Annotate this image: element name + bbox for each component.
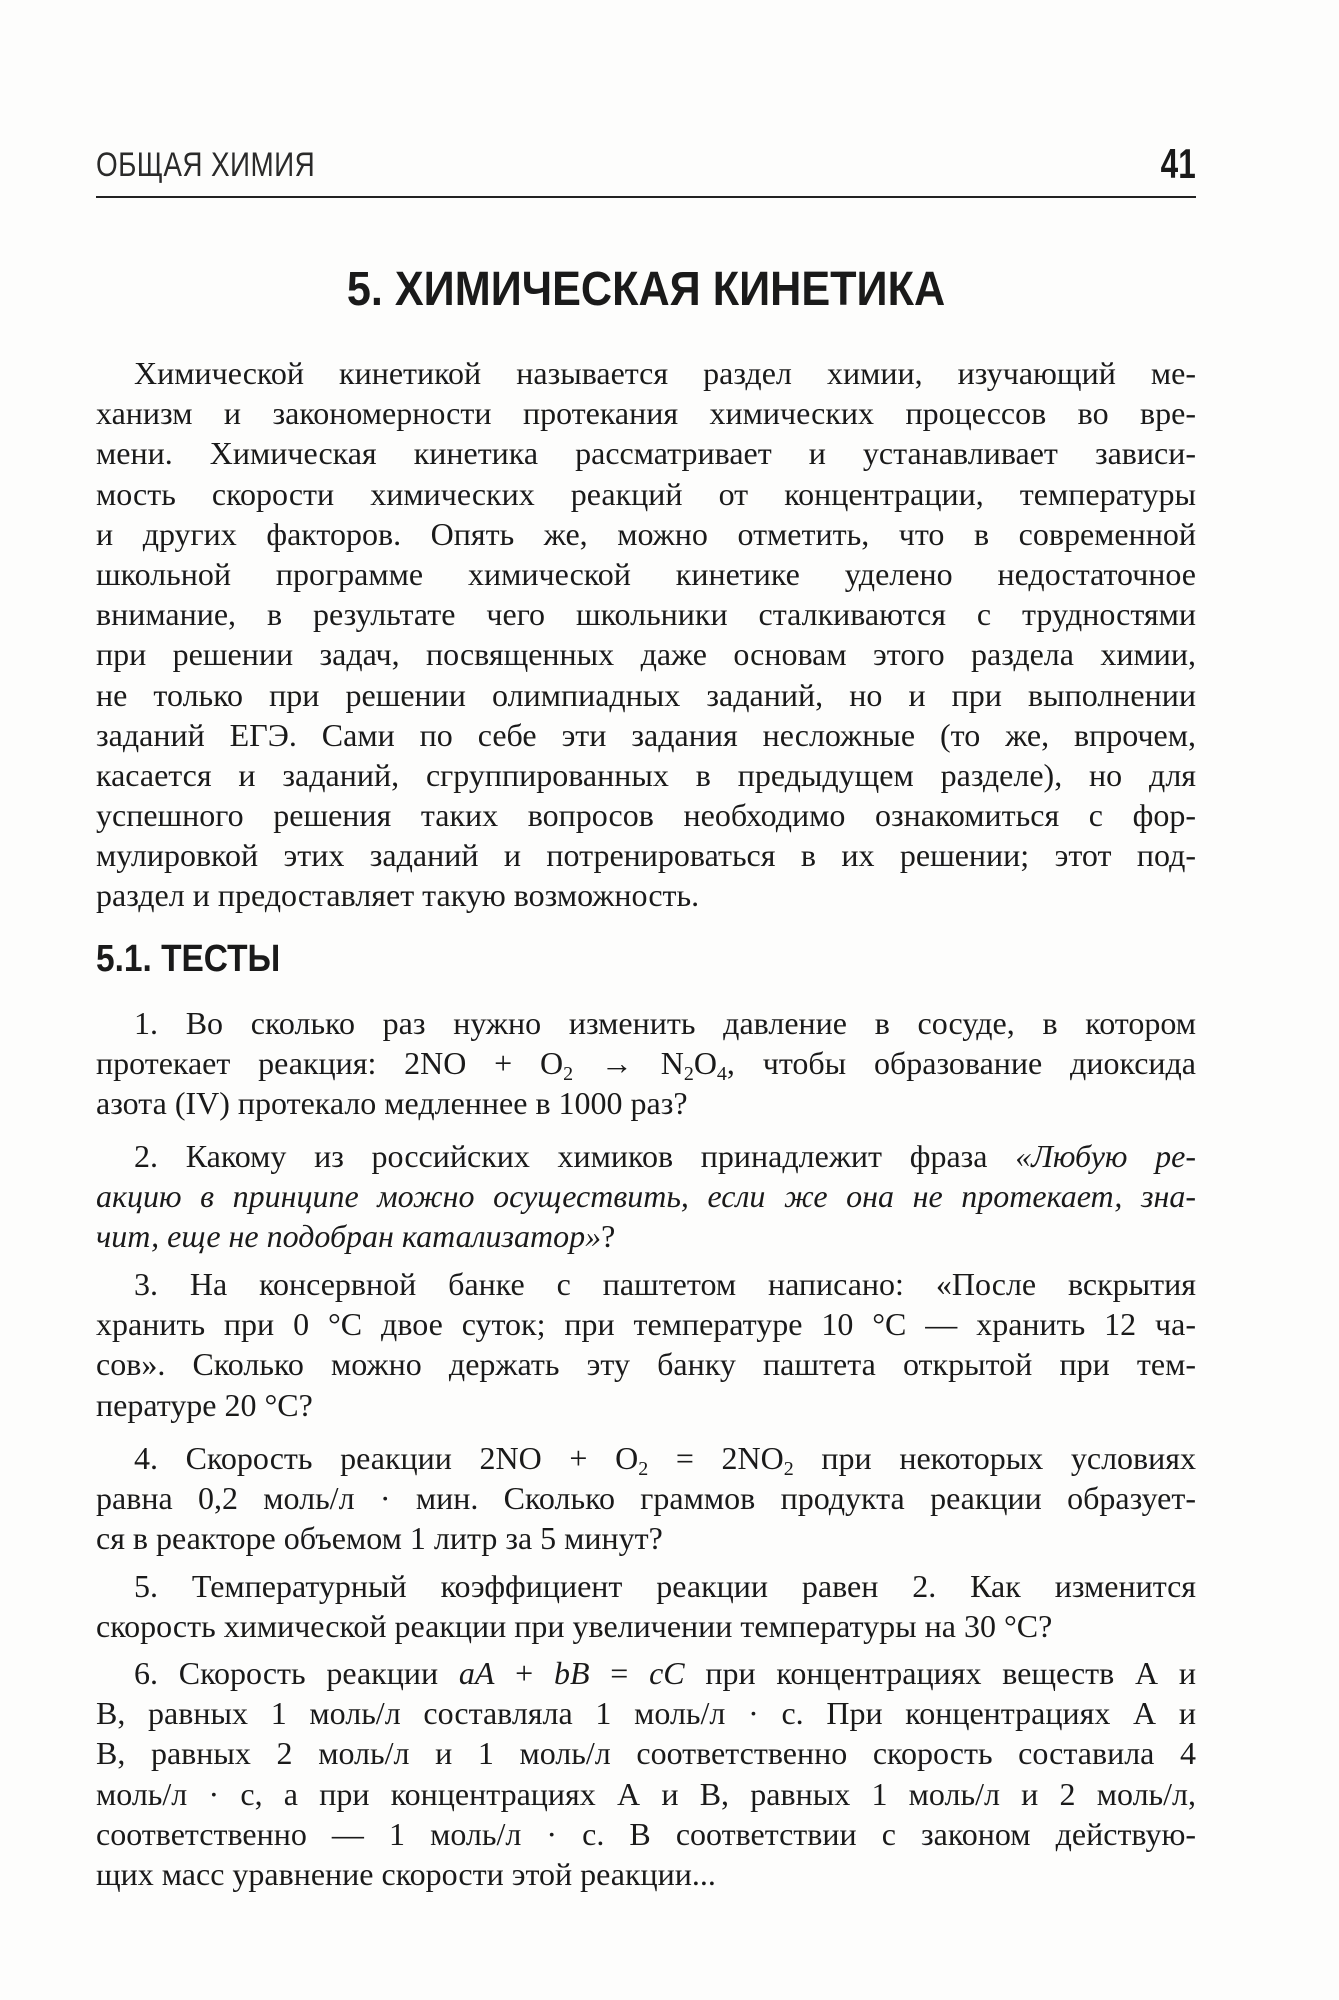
text-line (96, 1814, 1196, 1854)
text-segment: → N (573, 1045, 684, 1082)
text-segment: моль/л · с, а при концентрациях А и В, равных 1 моль/л и 2 моль/л, (96, 1775, 1196, 1812)
question-4 (96, 1438, 1196, 1559)
text-segment: , чтобы образование диоксида (726, 1045, 1196, 1082)
text-line (96, 835, 1196, 875)
text-segment: ся в реакторе объемом 1 литр за 5 минут? (96, 1520, 663, 1557)
text-segment: 4. Скорость реакции 2NO + O (134, 1440, 639, 1476)
text-line (96, 795, 1196, 835)
subscript: 2 (638, 1458, 649, 1480)
text-segment: внимание, в результате чего школьники сталкиваются с трудностями (96, 596, 1196, 633)
question-5 (96, 1566, 1196, 1646)
text-segment: раздел и предоставляет такую возможность. (96, 877, 700, 914)
text-segment: ханизм и закономерности протекания химических процессов во вре- (96, 395, 1196, 432)
text-line (96, 554, 1196, 594)
text-segment: хранить при 0 °С двое суток; при температуре 10 °С — хранить 12 ча- (96, 1306, 1196, 1343)
italic-text: «Любую ре- (1015, 1138, 1197, 1174)
text-line (96, 1566, 1196, 1606)
text-segment: Химической кинетикой называется раздел химии, изучающий ме- (134, 355, 1196, 391)
text-segment: успешного решения таких вопросов необходимо ознакомиться с фор- (96, 797, 1196, 834)
italic-text: чит, еще не подобран катализатор» (96, 1218, 602, 1255)
intro-paragraph (96, 353, 1196, 916)
text-line (96, 1043, 1196, 1086)
question-2 (96, 1136, 1196, 1257)
text-line (96, 1216, 1196, 1256)
running-header (96, 140, 1196, 198)
text-line (96, 715, 1196, 755)
text-segment: щих масс уравнение скорости этой реакции... (96, 1855, 716, 1892)
question-1 (96, 1003, 1196, 1124)
text-segment: 2. Какому из российских химиков принадлежит фраза (134, 1138, 1016, 1174)
text-line (96, 675, 1196, 715)
text-segment: школьной программе химической кинетике уделено недостаточное (96, 555, 1196, 592)
italic-text: bB (553, 1655, 590, 1691)
text-segment: протекает реакция: 2NO + O (96, 1045, 564, 1082)
text-segment: + (494, 1655, 554, 1691)
text-segment: скорость химической реакции при увеличении температуры на 30 °С? (96, 1608, 1053, 1645)
text-segment: В, равных 1 моль/л составляла 1 моль/л · с. При концентрациях А и (96, 1695, 1196, 1732)
italic-text: акцию в принципе можно осуществить, если же она не протекает, зна- (96, 1178, 1196, 1215)
subscript: 2 (683, 1063, 694, 1086)
text-segment: 5. Температурный коэффициент реакции равен 2. Как изменится (134, 1568, 1196, 1604)
text-line (96, 1653, 1196, 1693)
text-segment: В, равных 2 моль/л и 1 моль/л соответственно скорость составила 4 (96, 1735, 1196, 1772)
italic-text: cC (649, 1655, 685, 1691)
text-segment: не только при решении олимпиадных заданий, но и при выполнении (96, 676, 1196, 713)
text-line (96, 1385, 1196, 1425)
running-title: ОБЩАЯ ХИМИЯ (96, 146, 316, 184)
page-number: 41 (1160, 140, 1196, 187)
text-line (96, 1518, 1196, 1558)
text-line (96, 1344, 1196, 1384)
subscript: 2 (783, 1458, 794, 1480)
text-line (96, 1136, 1196, 1176)
text-line (96, 514, 1196, 554)
text-segment: и других факторов. Опять же, можно отметить, что в современной (96, 515, 1196, 552)
text-segment: заданий ЕГЭ. Сами по себе эти задания несложные (то же, впрочем, (96, 716, 1196, 753)
text-segment: сов». Сколько можно держать эту банку паштета открытой при тем- (96, 1346, 1196, 1383)
text-line (96, 1854, 1196, 1894)
text-segment: 1. Во сколько раз нужно изменить давление в сосуде, в котором (134, 1005, 1196, 1041)
text-line (96, 1003, 1196, 1043)
text-segment: 6. Скорость реакции (134, 1655, 459, 1691)
text-line (96, 1478, 1196, 1518)
text-line (96, 353, 1196, 393)
text-segment: при концентрациях веществ А и (684, 1655, 1197, 1691)
question-3 (96, 1264, 1196, 1425)
text-segment: мени. Химическая кинетика рассматривает и устанавливает зависи- (96, 435, 1196, 472)
chapter-title: 5. ХИМИЧЕСКАЯ КИНЕТИКА (346, 263, 946, 316)
text-line (96, 433, 1196, 473)
text-segment: азота (IV) протекало медленнее в 1000 раз? (96, 1085, 688, 1122)
section-title: 5.1. ТЕСТЫ (96, 938, 281, 980)
text-segment: равна 0,2 моль/л · мин. Сколько граммов продукта реакции образует- (96, 1480, 1196, 1517)
text-segment: соответственно — 1 моль/л · с. В соответствии с законом действую- (96, 1815, 1196, 1852)
text-line (96, 393, 1196, 433)
question-6 (96, 1653, 1196, 1894)
text-line (96, 1176, 1196, 1216)
text-segment: касается и заданий, сгруппированных в предыдущем разделе), но для (96, 756, 1196, 793)
text-line (96, 875, 1196, 915)
text-segment: O (693, 1045, 717, 1082)
text-line (96, 474, 1196, 514)
text-segment: при некоторых условиях (793, 1440, 1197, 1476)
text-line (96, 1083, 1196, 1123)
text-line (96, 1606, 1196, 1646)
text-line (96, 1693, 1196, 1733)
text-line (96, 1304, 1196, 1344)
text-segment: 3. На консервной банке с паштетом написано: «После вскрытия (134, 1266, 1196, 1302)
text-line (96, 755, 1196, 795)
italic-text: aA (458, 1655, 495, 1691)
subscript: 2 (563, 1063, 574, 1086)
text-segment: при решении задач, посвященных даже основам этого раздела химии, (96, 636, 1196, 673)
text-segment: = 2NO (648, 1440, 784, 1476)
text-segment: мость скорости химических реакций от концентрации, температуры (96, 475, 1196, 512)
text-segment: ? (601, 1218, 616, 1255)
text-line (96, 1264, 1196, 1304)
text-segment: мулировкой этих заданий и потренироваться в их решении; этот под- (96, 837, 1196, 874)
text-segment: пературе 20 °С? (96, 1386, 313, 1423)
text-segment: = (589, 1655, 650, 1691)
text-line (96, 1438, 1196, 1478)
text-line (96, 594, 1196, 634)
subscript: 4 (716, 1063, 727, 1086)
text-line (96, 634, 1196, 674)
text-line (96, 1733, 1196, 1773)
text-line (96, 1774, 1196, 1814)
